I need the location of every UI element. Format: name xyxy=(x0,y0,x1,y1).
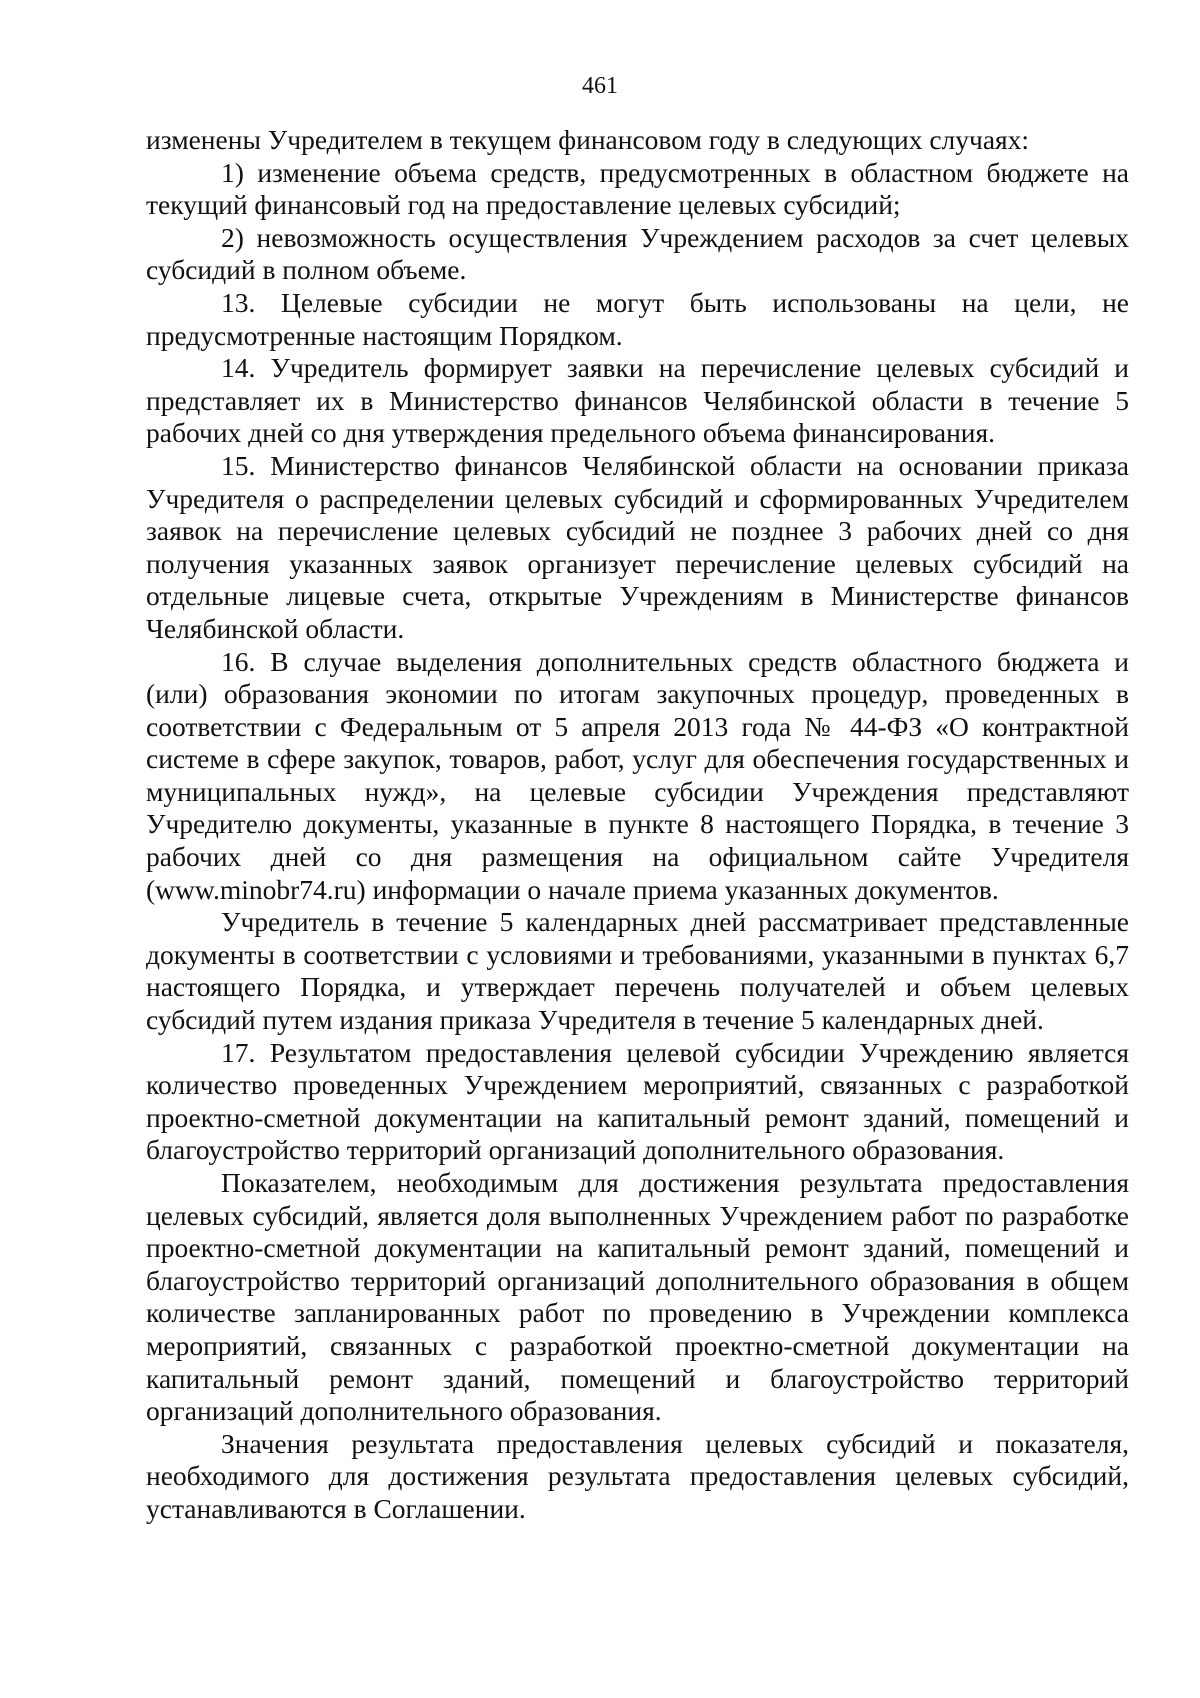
paragraph-clause-17: 17. Результатом предоставления целевой субсидии Учреждению является количество проведенных Учреждением мероприятий, связанных с разработкой проектно-сметной документации на капитальный ремонт зданий, помещений и благоустройство территорий организаций дополнительного образования. xyxy=(146,1036,1129,1166)
paragraph-clause-15: 15. Министерство финансов Челябинской области на основании приказа Учредителя о распределении целевых субсидий и сформированных Учредителем заявок на перечисление целевых субсидий не позднее 3 рабочих дней со дня получения указанных заявок организует перечисление целевых субсидий на отдельные лицевые счета, открытые Учреждениям в Министерстве финансов Челябинской области. xyxy=(146,449,1129,644)
paragraph-clause-16-review: Учредитель в течение 5 календарных дней рассматривает представленные документы в соответствии с условиями и требованиями, указанными в пунктах 6,7 настоящего Порядка, и утверждает перечень получателей и объем целевых субсидий путем издания приказа Учредителя в течение 5 календарных дней. xyxy=(146,906,1129,1036)
paragraph-clause-14: 14. Учредитель формирует заявки на перечисление целевых субсидий и представляет их в Министерство финансов Челябинской области в течение 5 рабочих дней со дня утверждения предельного объема финансирования. xyxy=(146,352,1129,449)
paragraph-item-1: 1) изменение объема средств, предусмотренных в областном бюджете на текущий финансовый год на предоставление целевых субсидий; xyxy=(146,156,1129,221)
paragraph-item-2: 2) невозможность осуществления Учреждением расходов за счет целевых субсидий в полном объеме. xyxy=(146,221,1129,286)
document-body xyxy=(146,124,1129,1526)
page-number: 461 xyxy=(582,73,618,99)
paragraph-clause-16: 16. В случае выделения дополнительных средств областного бюджета и (или) образования экономии по итогам закупочных процедур, проведенных в соответствии с Федеральным от 5 апреля 2013 года № 44-ФЗ «О контрактной системе в сфере закупок, товаров, работ, услуг для обеспечения государственных и муниципальных нужд», на целевые субсидии Учреждения представляют Учредителю документы, указанные в пункте 8 настоящего Порядка, в течение 3 рабочих дней со дня размещения на официальном сайте Учредителя (www.minobr74.ru) информации о начале приема указанных документов. xyxy=(146,645,1129,905)
paragraph-indicator: Показателем, необходимым для достижения результата предоставления целевых субсидий, является доля выполненных Учреждением работ по разработке проектно-сметной документации на капитальный ремонт зданий, помещений и благоустройство территорий организаций дополнительного образования в общем количестве запланированных работ по проведению в Учреждении комплекса мероприятий, связанных с разработкой проектно-сметной документации на капитальный ремонт зданий, помещений и благоустройство территорий организаций дополнительного образования. xyxy=(146,1167,1129,1427)
paragraph-continuation: изменены Учредителем в текущем финансовом году в следующих случаях: xyxy=(146,124,1030,155)
paragraph-values: Значения результата предоставления целевых субсидий и показателя, необходимого для достижения результата предоставления целевых субсидий, устанавливаются в Соглашении. xyxy=(146,1427,1129,1524)
paragraph-clause-13: 13. Целевые субсидии не могут быть использованы на цели, не предусмотренные настоящим Порядком. xyxy=(146,286,1129,351)
